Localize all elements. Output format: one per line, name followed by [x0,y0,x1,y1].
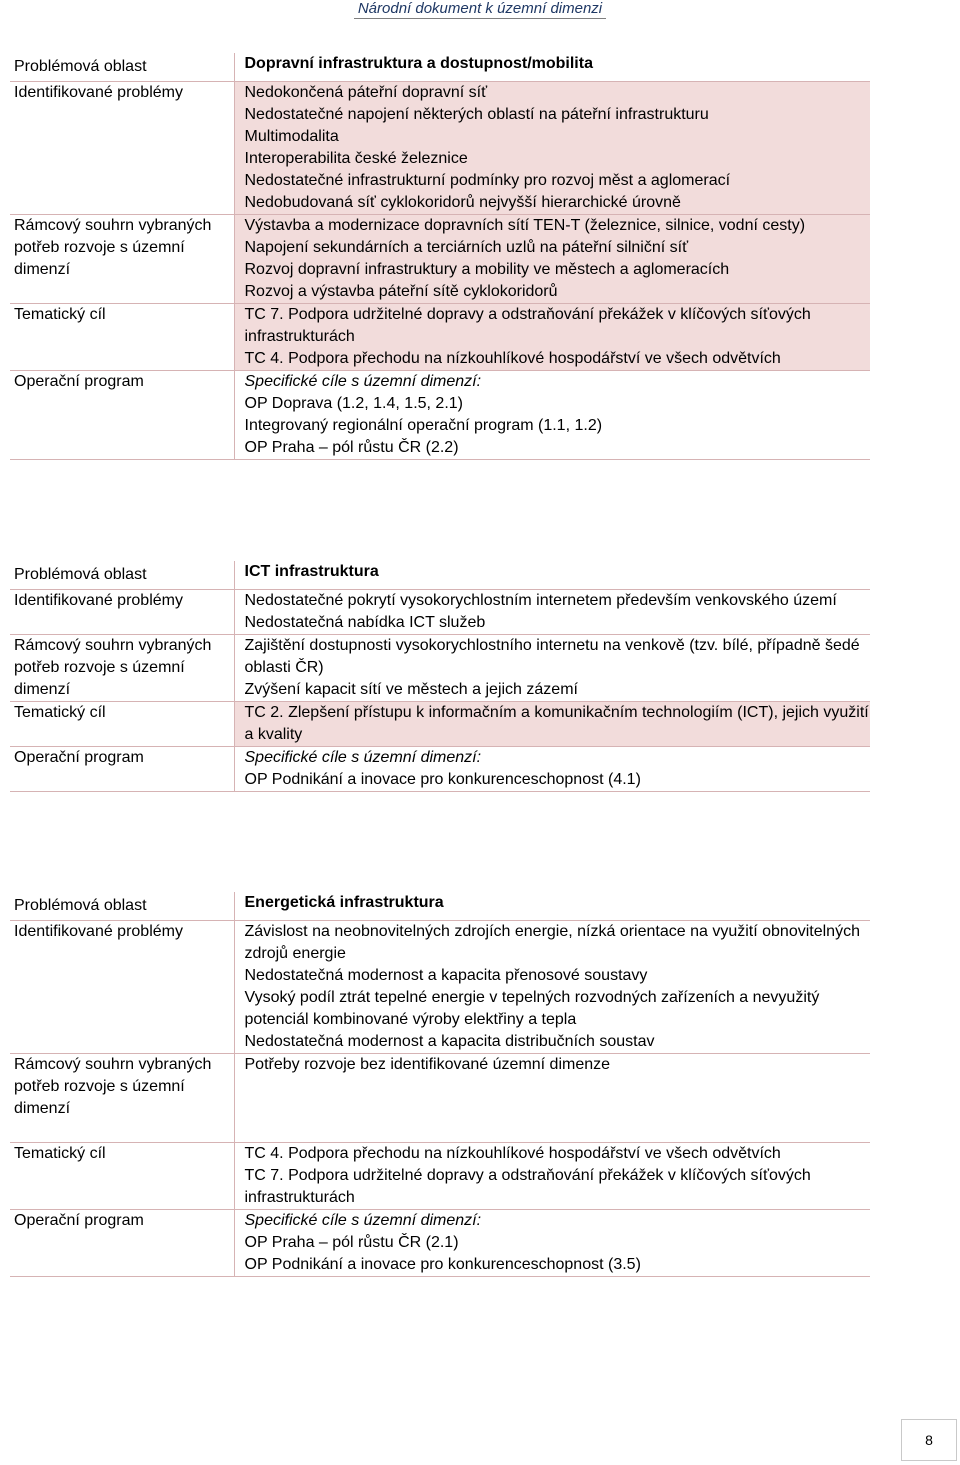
need-item: Výstavba a modernizace dopravních sítí TEN-T (železnice, silnice, vodní cesty) [244,217,806,234]
problems-label: Identifikované problémy [10,921,234,1054]
area-row [10,892,870,921]
goal-item: TC 4. Podpora přechodu na nízkouhlíkové hospodářství ve všech odvětvích [244,1145,781,1162]
needs-row [10,1054,870,1143]
problem-item: Nedostatečná modernost a kapacita přenosové soustavy [244,967,648,984]
program-item: OP Praha – pól růstu ČR (2.2) [244,439,459,456]
program-label: Operační program [10,747,234,792]
goals-list [234,1143,870,1210]
program-heading: Specifické cíle s územní dimenzí: [244,1212,482,1229]
area-row [10,561,870,590]
program-heading: Specifické cíle s územní dimenzí: [244,373,482,390]
program-item: OP Podnikání a inovace pro konkurenceschopnost (3.5) [244,1256,641,1273]
need-item: Zajištění dostupnosti vysokorychlostního internetu na venkově (tzv. bílé, případně šedé oblasti ČR) [244,637,860,676]
programs-list [234,371,870,460]
page-number: 8 [901,1419,957,1461]
program-heading: Specifické cíle s územní dimenzí: [244,749,482,766]
transport-block [10,53,870,460]
needs-list [234,635,870,702]
problem-item: Nedostatečné pokrytí vysokorychlostním internetem především venkovského území [244,592,837,609]
goal-item: TC 7. Podpora udržitelné dopravy a odstraňování překážek v klíčových síťových infrastrukturách [244,306,811,345]
problems-row [10,921,870,1054]
problems-list [234,921,870,1054]
goal-item: TC 7. Podpora udržitelné dopravy a odstraňování překážek v klíčových síťových infrastrukturách [244,1167,811,1206]
program-item: OP Podnikání a inovace pro konkurenceschopnost (4.1) [244,771,641,788]
problem-item: Nedostatečná nabídka ICT služeb [244,614,486,631]
need-item: Rozvoj dopravní infrastruktury a mobility ve městech a aglomeracích [244,261,730,278]
problem-item: Multimodalita [244,128,339,145]
program-row [10,1210,870,1277]
goal-row [10,1143,870,1210]
needs-label: Rámcový souhrn vybraných potřeb rozvoje s územní dimenzí [10,1054,234,1143]
problems-list [234,82,870,215]
problem-item: Interoperabilita české železnice [244,150,468,167]
programs-list [234,747,870,792]
goal-item: TC 2. Zlepšení přístupu k informačním a komunikačním technologiím (ICT), jejich využití a kvality [244,704,869,743]
goal-label: Tematický cíl [10,702,234,747]
problem-item: Nedostatečné napojení některých oblastí na páteřní infrastrukturu [244,106,709,123]
goal-item: TC 4. Podpora přechodu na nízkouhlíkové hospodářství ve všech odvětvích [244,350,781,367]
area-label: Problémová oblast [10,561,234,590]
program-row [10,747,870,792]
problem-item: Nedostatečná modernost a kapacita distribučních soustav [244,1033,655,1050]
ict-block [10,561,870,792]
needs-label: Rámcový souhrn vybraných potřeb rozvoje s územní dimenzí [10,635,234,702]
need-item: Zvýšení kapacit sítí ve městech a jejich zázemí [244,681,578,698]
program-row [10,371,870,460]
program-item: Integrovaný regionální operační program (1.1, 1.2) [244,417,603,434]
goals-list [234,702,870,747]
goal-row [10,702,870,747]
problem-item: Nedobudovaná síť cyklokoridorů nejvyšší hierarchické úrovně [244,194,681,211]
problem-item: Nedokončená páteřní dopravní síť [244,84,488,101]
area-label: Problémová oblast [10,53,234,82]
needs-label: Rámcový souhrn vybraných potřeb rozvoje s územní dimenzí [10,215,234,304]
needs-row [10,215,870,304]
need-item: Rozvoj a výstavba páteřní sítě cyklokoridorů [244,283,558,300]
document-title: Národní dokument k územní dimenzi [354,0,606,19]
goal-row [10,304,870,371]
goal-label: Tematický cíl [10,1143,234,1210]
needs-list [234,1054,870,1143]
problems-row [10,590,870,635]
program-item: OP Praha – pól růstu ČR (2.1) [244,1234,459,1251]
program-item: OP Doprava (1.2, 1.4, 1.5, 2.1) [244,395,463,412]
problems-list [234,590,870,635]
program-label: Operační program [10,1210,234,1277]
problems-row [10,82,870,215]
problem-item: Vysoký podíl ztrát tepelné energie v tepelných rozvodných zařízeních a nevyužitý potenciál kombinované výroby elektřiny a tepla [244,989,820,1028]
needs-list [234,215,870,304]
needs-row [10,635,870,702]
programs-list [234,1210,870,1277]
problems-label: Identifikované problémy [10,590,234,635]
page-header [0,0,960,24]
energy-block [10,892,870,1277]
problems-label: Identifikované problémy [10,82,234,215]
area-title: Energetická infrastruktura [234,892,870,921]
area-title: ICT infrastruktura [234,561,870,590]
goals-list [234,304,870,371]
goal-label: Tematický cíl [10,304,234,371]
need-item: Napojení sekundárních a terciárních uzlů na páteřní silniční síť [244,239,689,256]
area-row [10,53,870,82]
problem-item: Závislost na neobnovitelných zdrojích energie, nízká orientace na využití obnovitelných zdrojů energie [244,923,860,962]
problem-item: Nedostatečné infrastrukturní podmínky pro rozvoj měst a aglomerací [244,172,731,189]
program-label: Operační program [10,371,234,460]
area-label: Problémová oblast [10,892,234,921]
area-title: Dopravní infrastruktura a dostupnost/mobilita [234,53,870,82]
need-item: Potřeby rozvoje bez identifikované územní dimenze [244,1056,611,1073]
